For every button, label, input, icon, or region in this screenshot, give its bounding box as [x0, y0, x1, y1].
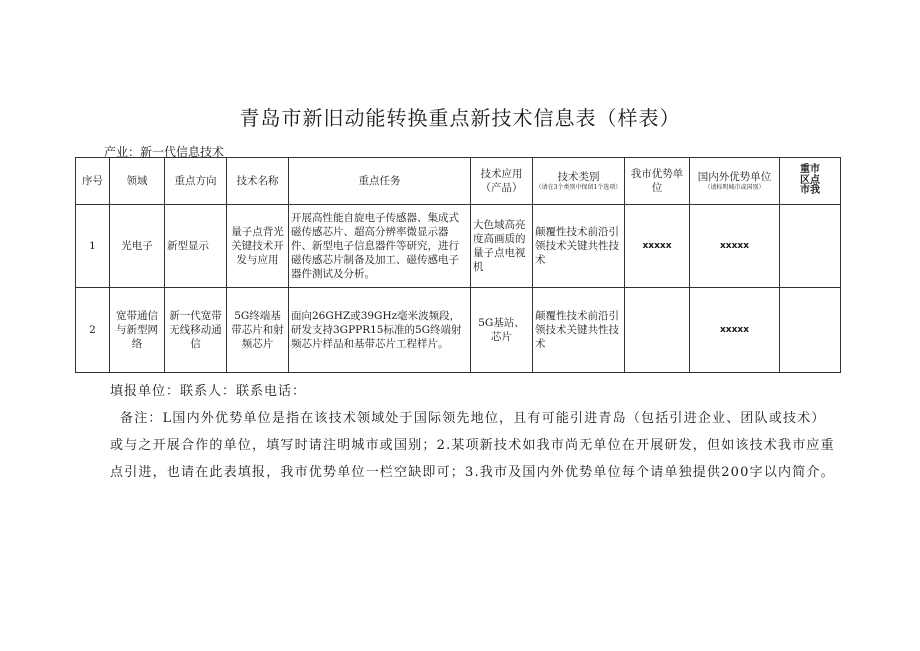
contacts-line: 填报单位：联系人：联系电话：: [110, 384, 307, 399]
header-category-note: （请在3个类别中保留1个选项）: [535, 184, 622, 192]
cell-field: 光电子: [110, 205, 165, 288]
cell-task: 面向26GHZ或39GHz毫米波频段，研发支持3GPPR15标准的5G终端射频芯片样品和基带芯片工程样片。: [289, 288, 471, 373]
header-category-label: 技术类别: [557, 171, 600, 184]
table-row: [76, 288, 841, 373]
cell-seq: 2: [76, 288, 110, 373]
header-task: 重点任务: [289, 158, 471, 205]
header-field: 领域: [110, 158, 165, 205]
cell-category: 颠覆性技术前沿引领技术关键共性技术: [533, 205, 625, 288]
cell-direction: 新型显示: [165, 205, 227, 288]
cell-task: 开展高性能自旋电子传感器、集成式磁传感芯片、超高分辨率微显示器件、新型电子信息器件等研究，进行磁传感芯片制备及加工、磁传感电子器件测试及分析。: [289, 205, 471, 288]
cell-local-unit: xxxxx: [625, 205, 690, 288]
header-tech-name: 技术名称: [227, 158, 289, 205]
header-row: [76, 158, 841, 205]
header-local-unit: 我市优势单位: [625, 158, 690, 205]
info-table: [75, 157, 841, 373]
cell-seq: 1: [76, 205, 110, 288]
header-intl-unit: [690, 158, 780, 205]
cell-tech-name: 5G终端基带芯片和射频芯片: [227, 288, 289, 373]
header-application: 技术应用（产品）: [471, 158, 533, 205]
cell-application: 大色域高亮度高画质的量子点电视机: [471, 205, 533, 288]
note-first-line: 备注：L国内外优势单位是指在该技术领域处于国际领先地位，且有可能引进青岛（包括引进企业、团队或技术）: [120, 411, 826, 426]
note-rest: 或与之开展合作的单位，填写时请注明城市或国别；2.某项新技术如我市尚无单位在开展研发，但如该技术我市应重点引进，也请在此表填报，我市优势单位一栏空缺即可；3.我市及国内外优势单位每个请单独提供200字以内简介。: [110, 438, 835, 480]
cell-intl-unit: xxxxx: [690, 205, 780, 288]
header-district-label: 重市区点市我: [800, 164, 820, 197]
cell-local-unit: [625, 288, 690, 373]
cell-application: 5G基站、芯片: [471, 288, 533, 373]
page-title: 青岛市新旧动能转换重点新技术信息表（样表）: [239, 106, 681, 130]
cell-tech-name: 量子点背光关键技术开发与应用: [227, 205, 289, 288]
cell-intl-unit: xxxxx: [690, 288, 780, 373]
header-district: [780, 158, 841, 205]
cell-direction: 新一代宽带无线移动通信: [165, 288, 227, 373]
cell-field: 宽带通信与新型网络: [110, 288, 165, 373]
cell-category: 颠覆性技术前沿引领技术关键共性技术: [533, 288, 625, 373]
cell-district: [780, 288, 841, 373]
header-seq: 序号: [76, 158, 110, 205]
header-category: [533, 158, 625, 205]
header-direction: 重点方向: [165, 158, 227, 205]
header-intl-unit-label: 国内外优势单位: [697, 171, 772, 184]
note-line-1: [110, 405, 844, 432]
industry-label: 产业：新一代信息技术: [104, 145, 225, 159]
cell-district: [780, 205, 841, 288]
header-intl-unit-note: （请标明城市或国别）: [704, 184, 765, 192]
table-row: [76, 205, 841, 288]
